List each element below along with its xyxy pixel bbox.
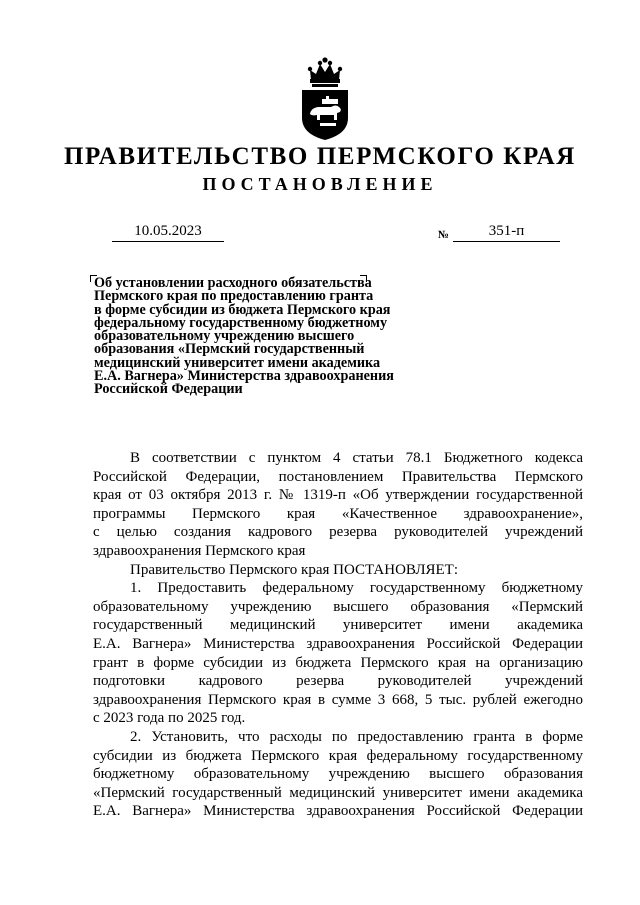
body-line: здравоохранения Пермского края в сумме 3 668, 5 тыс. рублей ежегодно — [93, 691, 583, 708]
body-line: бюджетному образовательному учреждению высшего образования — [93, 766, 583, 783]
document-number: 351-п — [453, 222, 560, 242]
body-line: Правительство Пермского края ПОСТАНОВЛЯЕТ: — [130, 561, 459, 578]
body-line: 2. Установить, что расходы по предоставлению гранта в форме — [130, 728, 583, 745]
body-line: с целью создания кадрового резерва руководителей учреждений — [93, 524, 583, 541]
subject-line: Об установлении расходного обязательства — [94, 275, 372, 291]
document-type: ПОСТАНОВЛЕНИЕ — [202, 174, 438, 194]
paragraph-item-2 — [93, 728, 583, 821]
body-line: В соответствии с пунктом 4 статьи 78.1 Бюджетного кодекса — [130, 450, 583, 466]
subject-line: образования «Пермский государственный — [94, 341, 365, 358]
subject-line: Пермского края по предоставлению гранта — [94, 288, 374, 305]
perm-krai-coat-of-arms-icon — [298, 52, 352, 142]
document-body — [93, 449, 583, 821]
body-line: Российской Федерации, постановлением Правительства Пермского — [93, 468, 583, 485]
body-line: образовательному учреждению высшего образования «Пермский — [93, 598, 583, 615]
subject-line: Е.А. Вагнера» Министерства здравоохранения — [94, 368, 394, 385]
subject-line: в форме субсидии из бюджета Пермского края — [94, 301, 391, 318]
subject-line: Российской Федерации — [94, 381, 243, 398]
paragraph-legal-basis — [93, 449, 583, 561]
body-line: Е.А. Вагнера» Министерства здравоохранения Российской Федерации — [93, 635, 583, 652]
body-line: грант в форме субсидии из бюджета Пермского края на организацию — [93, 654, 583, 671]
body-line: с 2023 года по 2025 год. — [93, 710, 246, 727]
subject-line: медицинский университет имени академика — [94, 354, 381, 371]
body-line: подготовки кадрового резерва руководителей учреждений — [93, 673, 583, 690]
paragraph-item-1 — [93, 579, 583, 728]
subject-line: образовательному учреждению высшего — [94, 328, 355, 345]
body-line: 1. Предоставить федеральному государственному бюджетному — [130, 580, 583, 597]
document-subject — [94, 277, 424, 397]
government-title: ПРАВИТЕЛЬСТВО ПЕРМСКОГО КРАЯ — [64, 143, 576, 170]
number-sign: № — [438, 229, 450, 241]
body-line: «Пермский государственный медицинский университет имени академика — [93, 784, 583, 801]
body-line: Е.А. Вагнера» Министерства здравоохранения Российской Федерации — [93, 803, 583, 820]
body-line: субсидии из бюджета Пермского края федеральному государственному — [93, 747, 583, 764]
body-line: здравоохранения Пермского края — [93, 542, 306, 559]
subject-line: федеральному государственному бюджетному — [94, 314, 388, 331]
body-line: государственный медицинский университет имени академика — [93, 617, 583, 634]
body-line: края от 03 октября 2013 г. № 1319-п «Об утверждении государственной — [93, 487, 583, 504]
paragraph-resolves — [93, 561, 583, 580]
document-date: 10.05.2023 — [112, 222, 224, 242]
body-line: программы Пермского края «Качественное здравоохранение», — [93, 505, 583, 522]
